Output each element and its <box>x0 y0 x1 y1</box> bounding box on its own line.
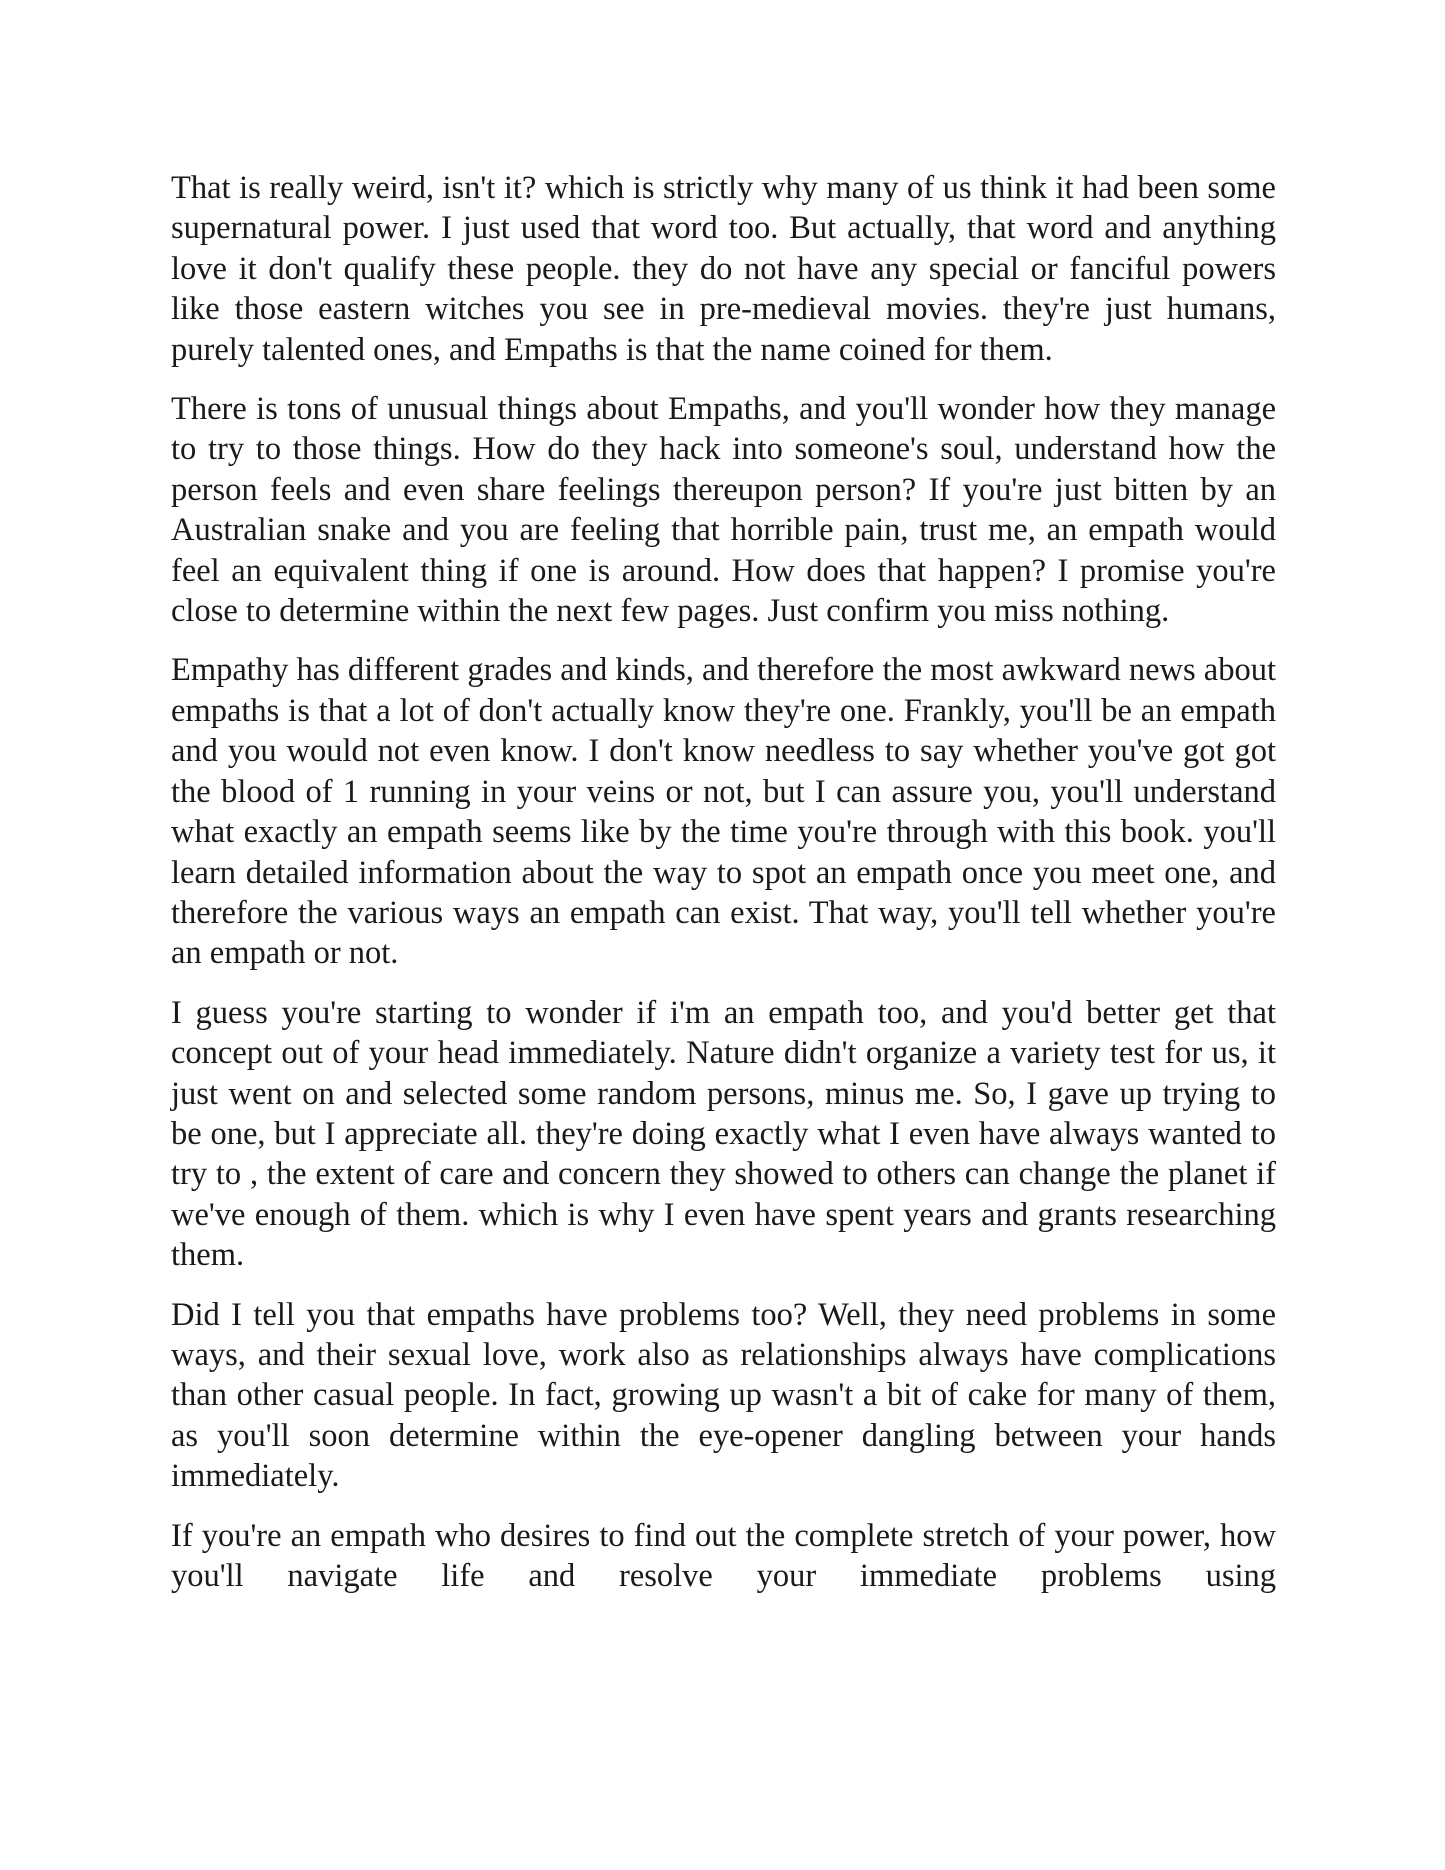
paragraph: I guess you're starting to wonder if i'm an empath too, and you'd better get that concept out of your head immediately. Nature didn't organize a variety test for us, it just went on and selected some random persons, minus me. So, I gave up trying to be one, but I appreciate all. they're doing exactly what I even have always wanted to try to , the extent of care and concern they showed to others can change the planet if we've enough of them. which is why I even have spent years and grants researching them. <box>171 994 1276 1274</box>
paragraph: Did I tell you that empaths have problems too? Well, they need problems in some ways, and their sexual love, work also as relationships always have complications than other casual people. In fact, growing up wasn't a bit of cake for many of them, as you'll soon determine within the eye-opener dangling between your hands immediately. <box>171 1296 1276 1495</box>
paragraph: Empathy has different grades and kinds, and therefore the most awkward news about empaths is that a lot of don't actually know they're one. Frankly, you'll be an empath and you would not even know. I don't know needless to say whether you've got got the blood of 1 running in your veins or not, but I can assure you, you'll understand what exactly an empath seems like by the time you're through with this book. you'll learn detailed information about the way to spot an empath once you meet one, and therefore the various ways an empath can exist. That way, you'll tell whether you're an empath or not. <box>171 652 1276 972</box>
paragraph: There is tons of unusual things about Empaths, and you'll wonder how they manage to try to those things. How do they hack into someone's soul, understand how the person feels and even share feelings thereupon person? If you're just bitten by an Australian snake and you are feeling that horrible pain, trust me, an empath would feel an equivalent thing if one is around. How does that happen? I promise you're close to determine within the next few pages. Just confirm you miss nothing. <box>171 391 1276 630</box>
paragraph: That is really weird, isn't it? which is strictly why many of us think it had been some supernatural power. I just used that word too. But actually, that word and anything love it don't qualify these people. they do not have any special or fanciful powers like those eastern witches you see in pre-medieval movies. they're just humans, purely talented ones, and Empaths is that the name coined for them. <box>171 170 1276 368</box>
paragraph: If you're an empath who desires to find out the complete stretch of your power, how you'll navigate life and resolve your immediate problems using <box>171 1517 1276 1594</box>
body-text <box>171 168 1276 1615</box>
